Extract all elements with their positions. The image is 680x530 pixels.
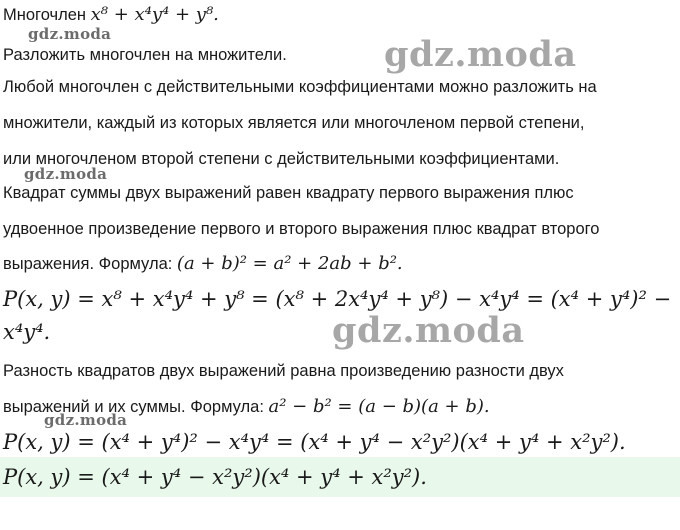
theory-line-3: или многочленом второй степени с действительными коэффициентами.	[3, 150, 560, 168]
final-answer: P(x, y) = (x⁴ + y⁴ − x²y²)(x⁴ + y⁴ + x²y²).	[3, 465, 427, 489]
watermark-large-1: gdz.moda	[384, 34, 577, 75]
problem-label: Многочлен	[3, 6, 91, 24]
sum-square-formula-line	[3, 253, 403, 275]
watermark-large-2: gdz.moda	[332, 310, 525, 351]
formula-label: выражения. Формула:	[3, 255, 177, 273]
theory-line-2: множители, каждый из которых является или многочленом первой степени,	[3, 114, 585, 132]
sum-square-formula: (a + b)² = a² + 2ab + b².	[176, 253, 403, 274]
derivation-step-1: P(x, y) = x⁸ + x⁴y⁴ + y⁸ = (x⁸ + 2x⁴y⁴ + y⁸) − x⁴y⁴ = (x⁴ + y⁴)² −	[3, 287, 672, 311]
derivation-step-1-continued: x⁴y⁴.	[3, 320, 51, 344]
polynomial-expression: x⁸ + x⁴y⁴ + y⁸.	[90, 4, 219, 25]
sum-square-rule-line-1: Квадрат суммы двух выражений равен квадрату первого выражения плюс	[3, 184, 574, 202]
theory-line-1: Любой многочлен с действительными коэффициентами можно разложить на	[3, 78, 597, 96]
watermark-small-1: gdz.moda	[28, 25, 112, 43]
difference-squares-rule-line-1: Разность квадратов двух выражений равна произведению разности двух	[3, 362, 564, 380]
watermark-small-2: gdz.moda	[24, 165, 108, 183]
task-text: Разложить многочлен на множители.	[3, 46, 287, 64]
problem-statement-line	[3, 4, 219, 26]
derivation-step-2: P(x, y) = (x⁴ + y⁴)² − x⁴y⁴ = (x⁴ + y⁴ − x²y²)(x⁴ + y⁴ + x²y²).	[3, 430, 626, 454]
difference-squares-formula: a² − b² = (a − b)(a + b).	[268, 396, 490, 417]
watermark-small-3: gdz.moda	[44, 411, 128, 429]
formula-label-2: выражений и их суммы. Формула:	[3, 398, 269, 416]
sum-square-rule-line-2: удвоенное произведение первого и второго выражения плюс квадрат второго	[3, 220, 600, 238]
